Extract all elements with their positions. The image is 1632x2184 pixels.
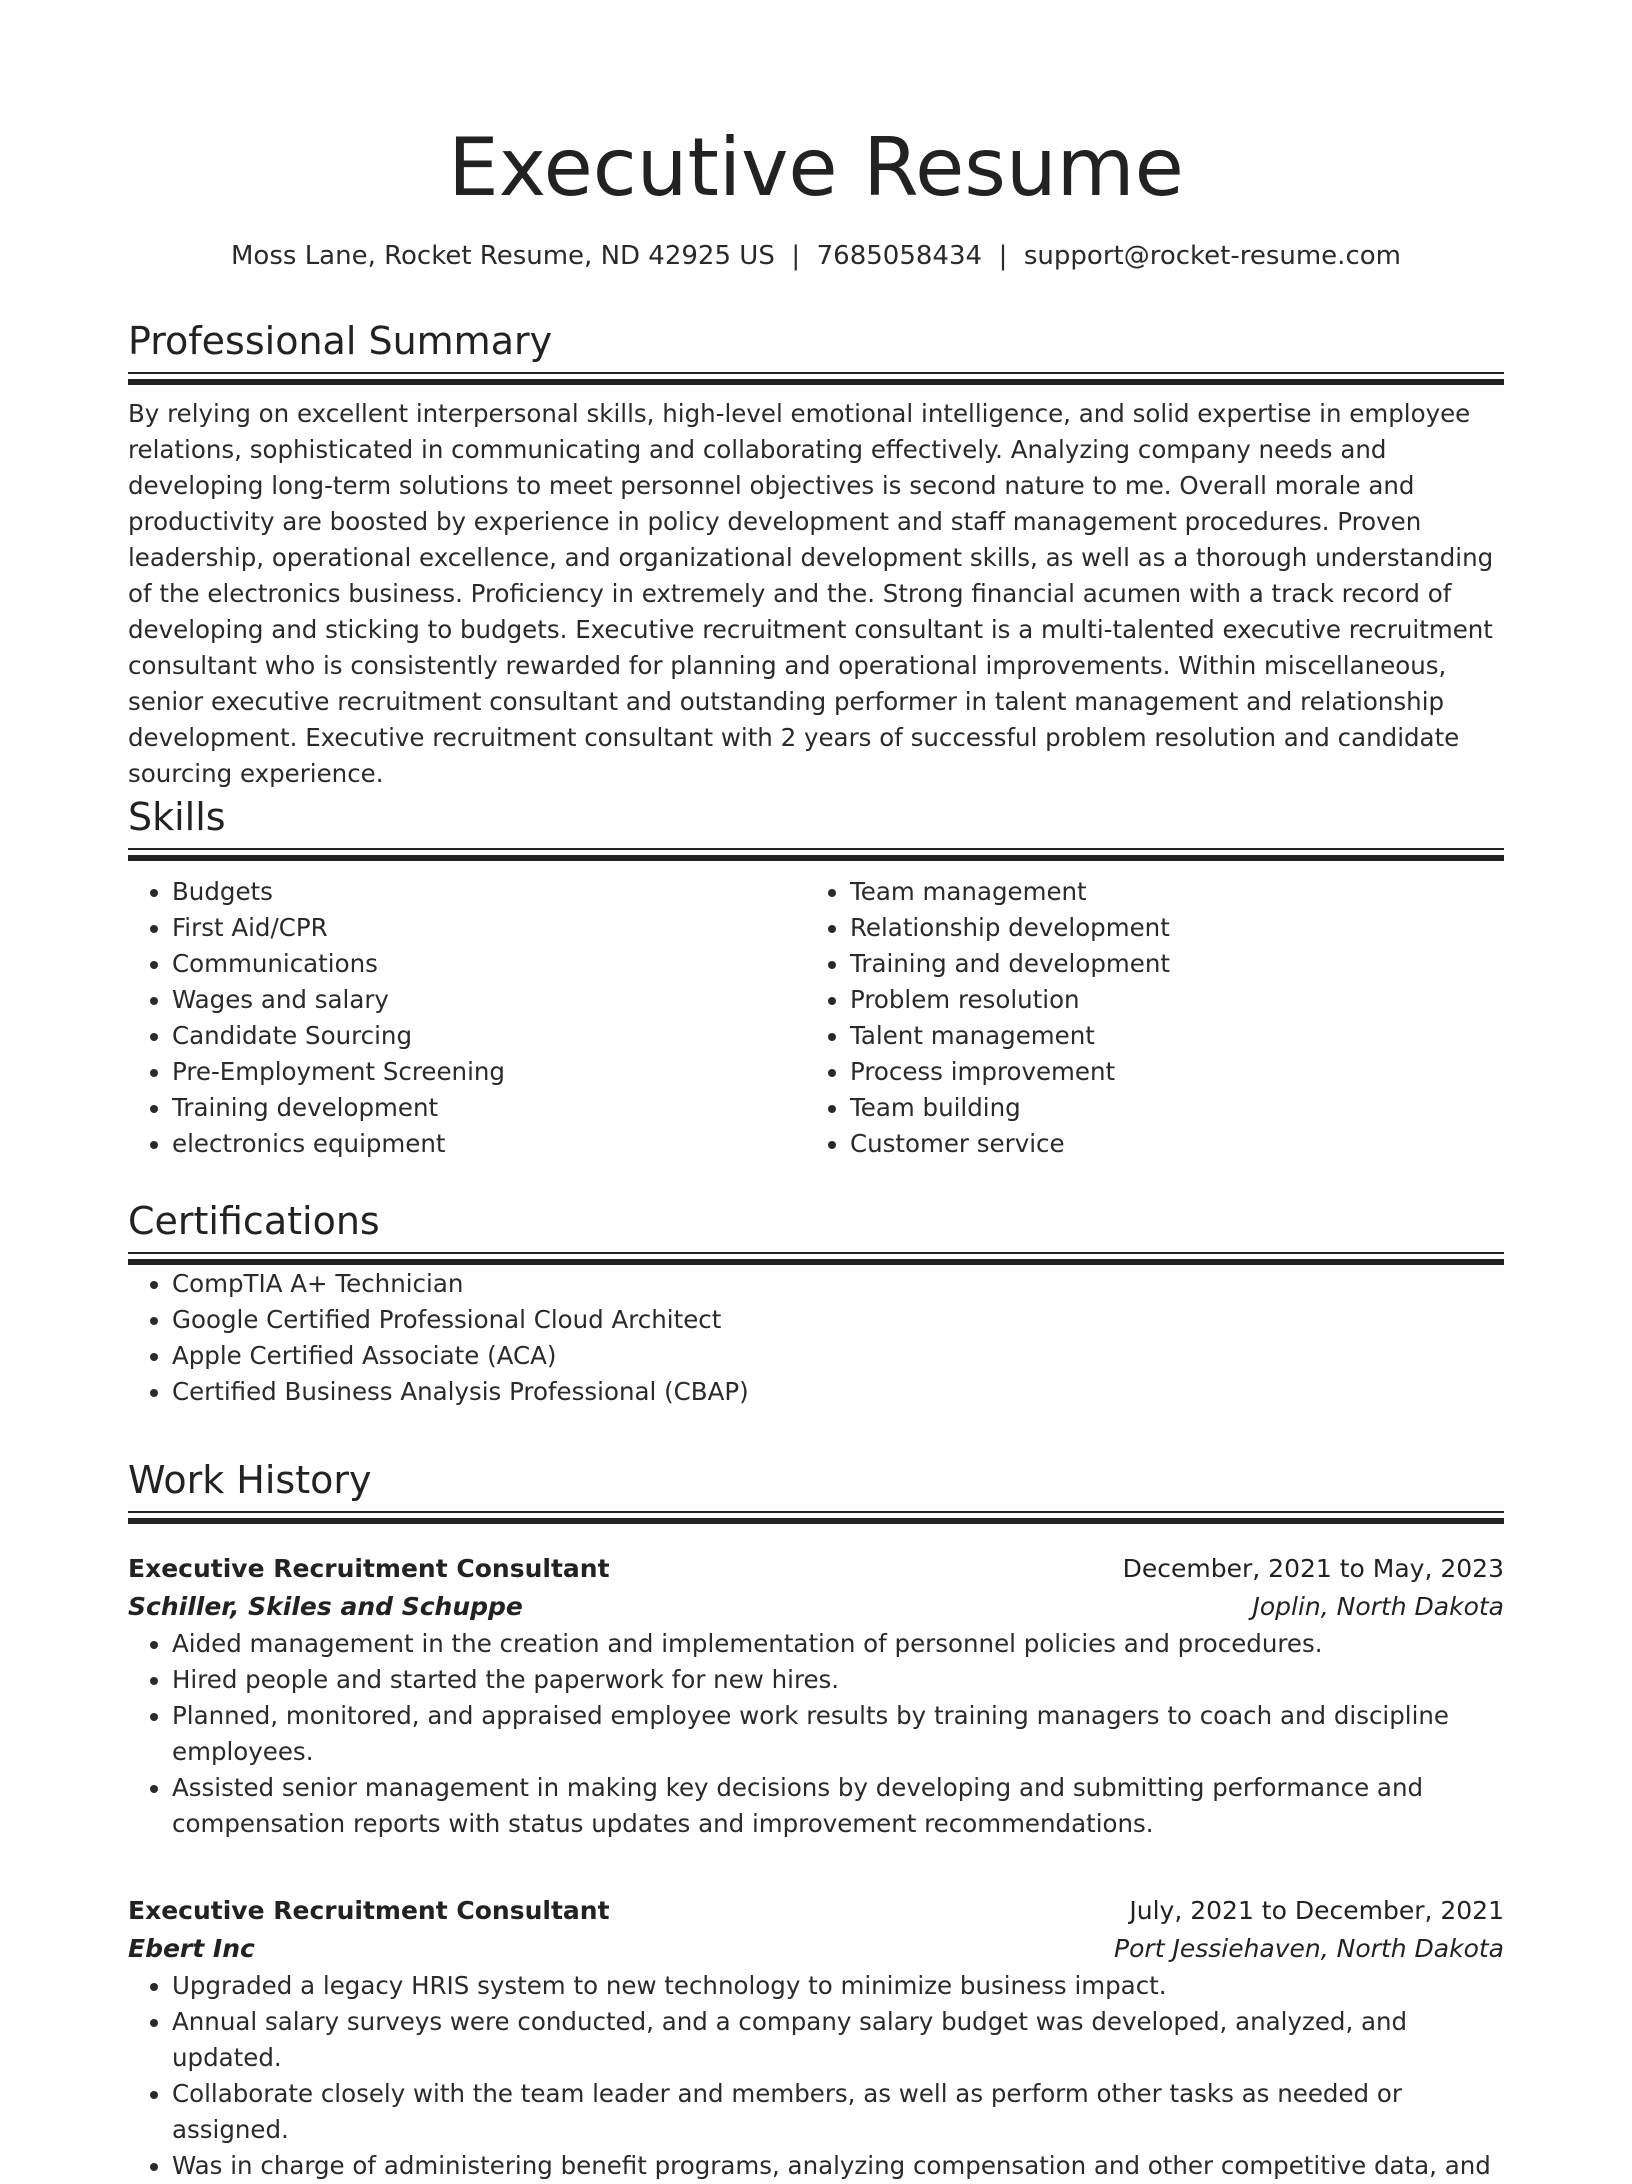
job-dates: July, 2021 to December, 2021 [1129, 1896, 1504, 1925]
job-entry [128, 1892, 1504, 2184]
list-item: • Communications [172, 946, 806, 982]
list-item: • Training and development [850, 946, 1484, 982]
list-item: • Training development [172, 1090, 806, 1126]
job-bullets [128, 1968, 1504, 2184]
skills-list-right [806, 874, 1484, 1162]
section-title-certifications: Certifications [128, 1199, 380, 1243]
section-certifications [128, 1196, 1504, 1410]
certifications-list [128, 1266, 1504, 1410]
job-dates: December, 2021 to May, 2023 [1122, 1554, 1504, 1583]
summary-text: By relying on excellent interpersonal skills, high-level emotional intelligence, and solid expertise in employee relations, sophisticated in communicating and collaborating effectively. Analyzing company needs and developing long-term solutions to meet personnel objectives is second nature to me. Overall morale and productivity are boosted by experience in policy development and staff management procedures. Proven leadership, operational excellence, and organizational development skills, as well as a thorough understanding of the electronics business. Proficiency in extremely and the. Strong financial acumen with a track record of developing and sticking to budgets. Executive recruitment consultant is a multi-talented executive recruitment consultant who is consistently rewarded for planning and operational improvements. Within miscellaneous, senior executive recruitment consultant and outstanding performer in talent management and relationship development. Executive recruitment consultant with 2 years of successful problem resolution and candidate sourcing experience. [128, 399, 1494, 788]
job-header-row [128, 1892, 1504, 1930]
job-company-row [128, 1930, 1504, 1968]
list-item: • Apple Certified Associate (ACA) [172, 1338, 1504, 1374]
list-item: • Planned, monitored, and appraised employee work results by training managers to coach and discipline employees. [172, 1698, 1504, 1770]
contact-line: Moss Lane, Rocket Resume, ND 42925 US | 7685058434 | support@rocket-resume.com [231, 241, 1401, 271]
job-title: Executive Recruitment Consultant [128, 1554, 610, 1583]
section-divider [128, 1252, 1504, 1266]
section-work-history [128, 1455, 1504, 1525]
list-item: • CompTIA A+ Technician [172, 1266, 1504, 1302]
job-company: Ebert Inc [128, 1934, 255, 1963]
list-item: • Google Certified Professional Cloud Architect [172, 1302, 1504, 1338]
job-company: Schiller, Skiles and Schuppe [128, 1592, 523, 1621]
list-item: • Pre-Employment Screening [172, 1054, 806, 1090]
list-item: • Process improvement [850, 1054, 1484, 1090]
section-divider [128, 1511, 1504, 1525]
list-item: • Talent management [850, 1018, 1484, 1054]
job-location: Port Jessiehaven, North Dakota [1114, 1934, 1504, 1963]
section-title-summary: Professional Summary [128, 319, 553, 363]
list-item: • Certified Business Analysis Professional (CBAP) [172, 1374, 1504, 1410]
resume-title: Executive Resume [448, 121, 1184, 214]
section-title-work-history: Work History [128, 1458, 372, 1502]
job-header-row [128, 1550, 1504, 1588]
list-item: • Upgraded a legacy HRIS system to new technology to minimize business impact. [172, 1968, 1504, 2004]
list-item: • First Aid/CPR [172, 910, 806, 946]
job-title: Executive Recruitment Consultant [128, 1896, 610, 1925]
list-item: • Budgets [172, 874, 806, 910]
section-summary [128, 316, 1504, 792]
list-item: • Was in charge of administering benefit programs, analyzing compensation and other competitive data, and [172, 2148, 1504, 2184]
list-item: • electronics equipment [172, 1126, 806, 1162]
list-item: • Wages and salary [172, 982, 806, 1018]
section-divider [128, 848, 1504, 862]
job-company-row [128, 1588, 1504, 1626]
list-item: • Hired people and started the paperwork for new hires. [172, 1662, 1504, 1698]
list-item: • Relationship development [850, 910, 1484, 946]
list-item: • Annual salary surveys were conducted, and a company salary budget was developed, analyzed, and updated. [172, 2004, 1504, 2076]
list-item: • Problem resolution [850, 982, 1484, 1018]
job-location: Joplin, North Dakota [1252, 1592, 1504, 1621]
section-skills [128, 792, 1504, 1162]
list-item: • Team management [850, 874, 1484, 910]
skills-list-left [128, 874, 806, 1162]
list-item: • Candidate Sourcing [172, 1018, 806, 1054]
job-bullets [128, 1626, 1504, 1842]
list-item: • Aided management in the creation and implementation of personnel policies and procedures. [172, 1626, 1504, 1662]
list-item: • Assisted senior management in making key decisions by developing and submitting performance and compensation reports with status updates and improvement recommendations. [172, 1770, 1504, 1842]
job-entry [128, 1550, 1504, 1842]
skills-columns [128, 862, 1504, 1162]
list-item: • Collaborate closely with the team leader and members, as well as perform other tasks as needed or assigned. [172, 2076, 1504, 2148]
list-item: • Team building [850, 1090, 1484, 1126]
section-divider [128, 372, 1504, 386]
list-item: • Customer service [850, 1126, 1484, 1162]
section-title-skills: Skills [128, 795, 226, 839]
